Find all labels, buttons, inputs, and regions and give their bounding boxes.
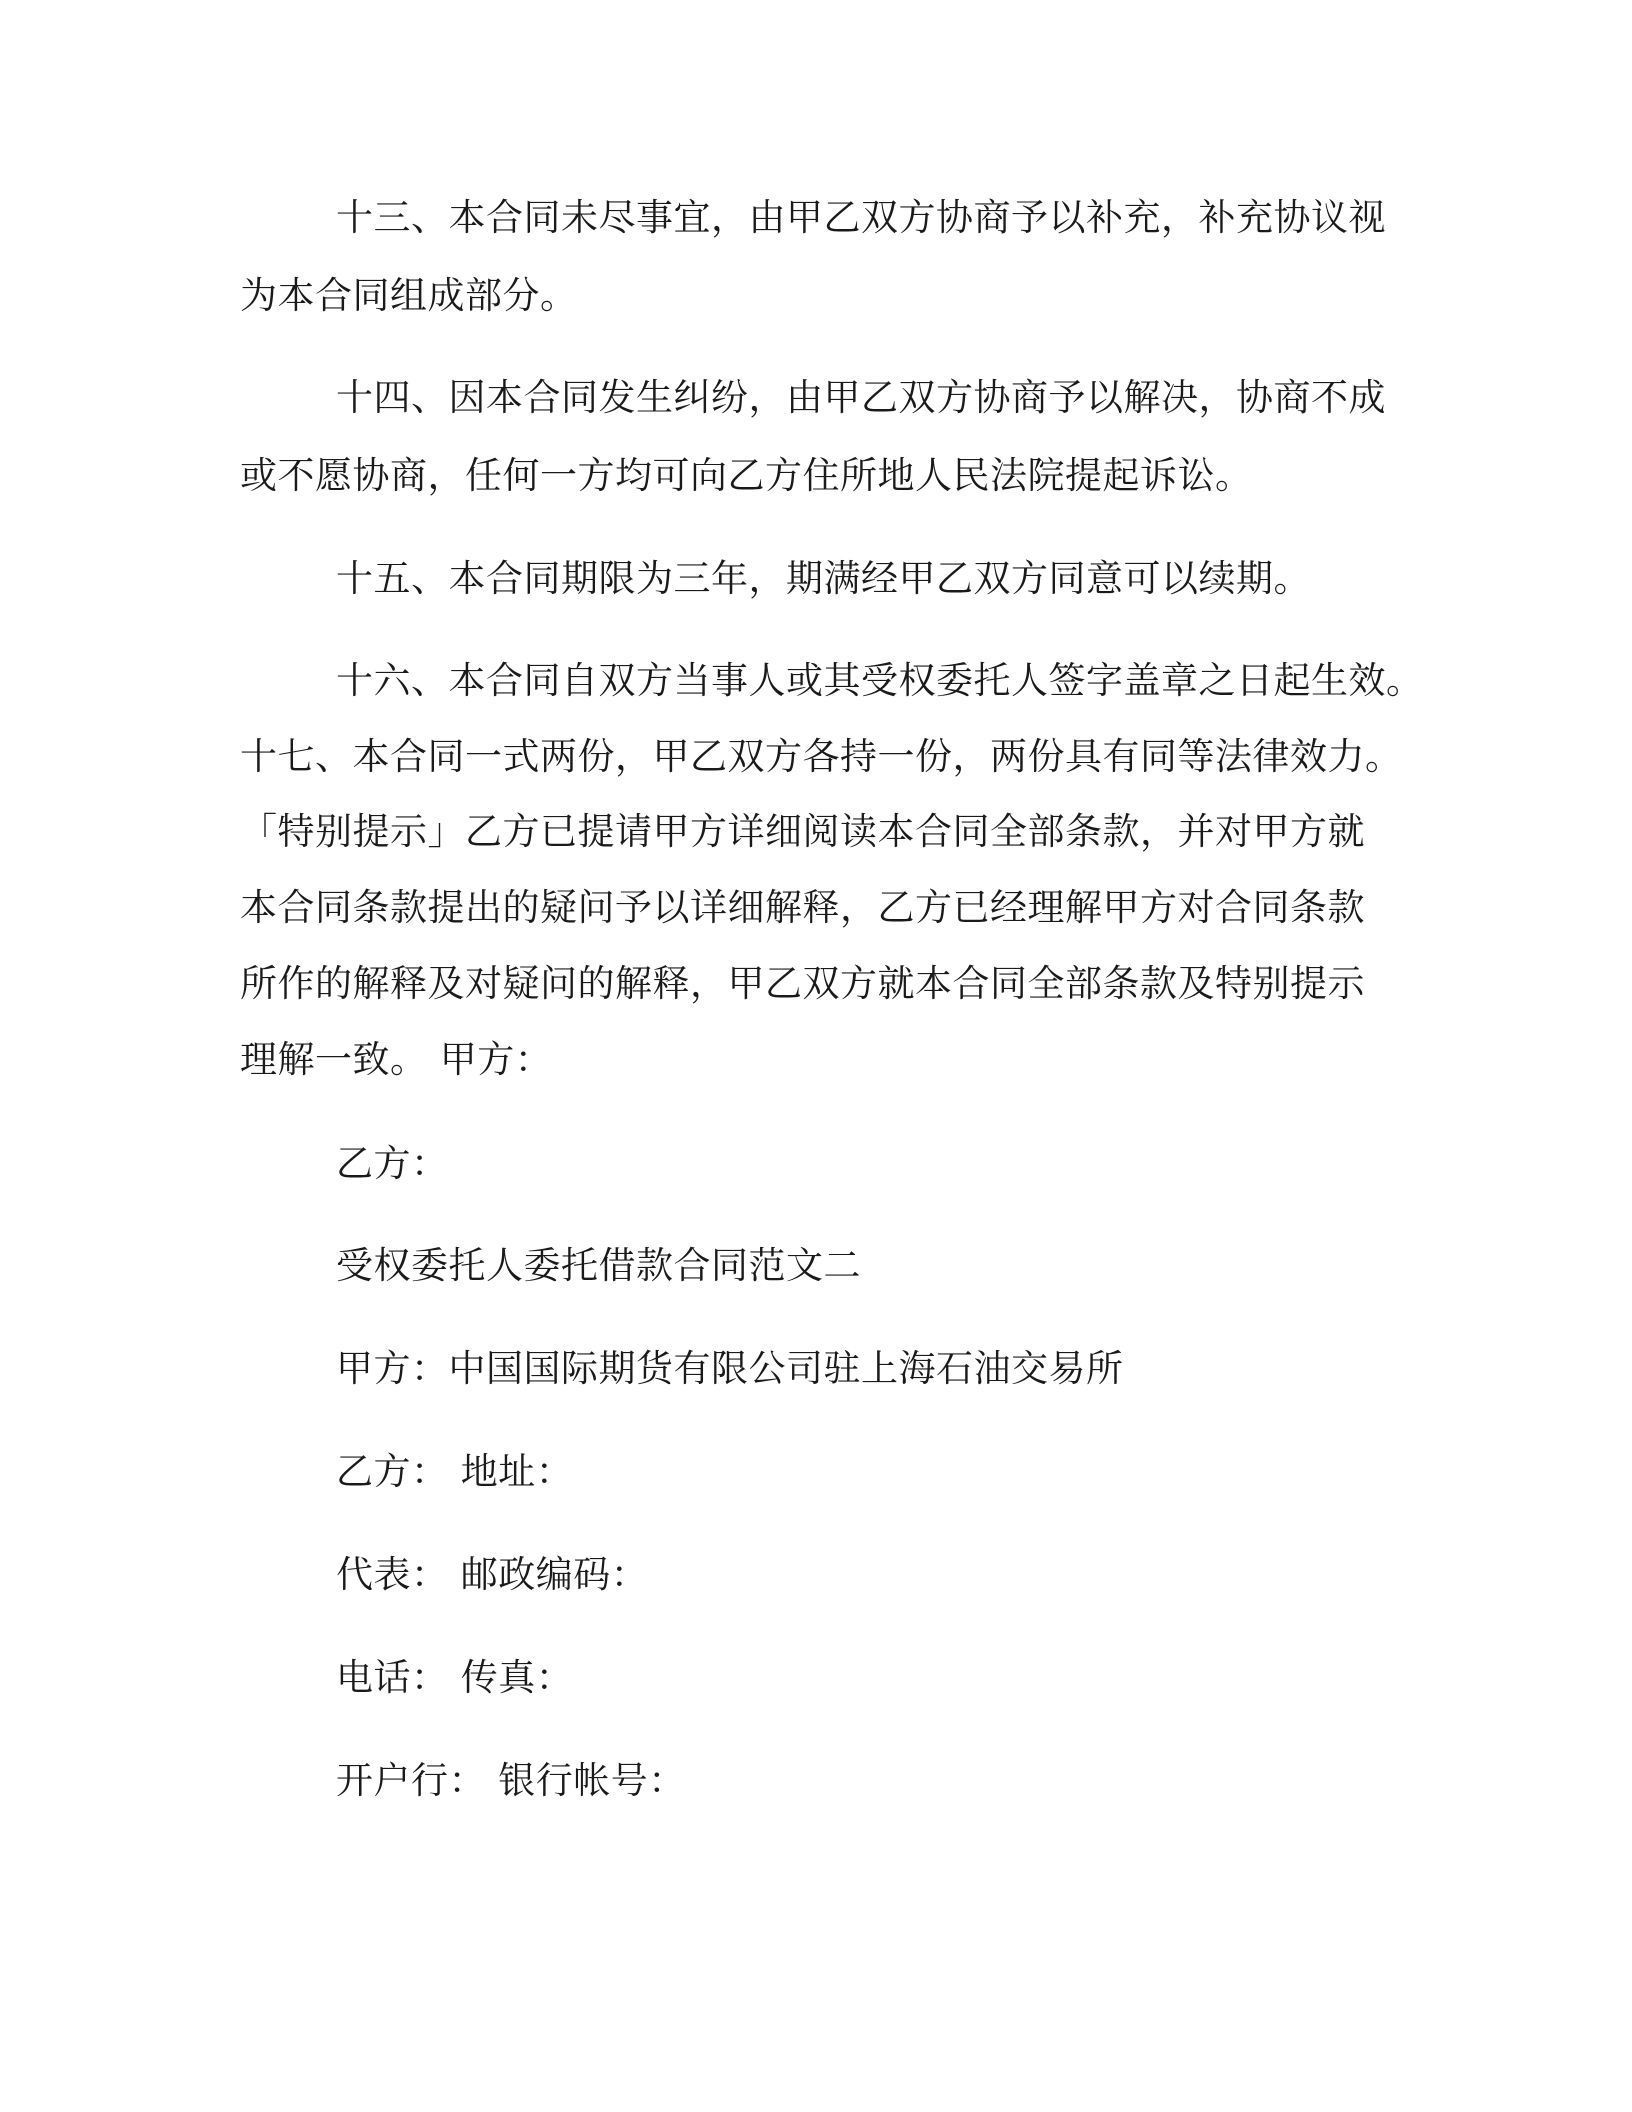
sample-two-title: 受权委托人委托借款合同范文二 — [336, 1244, 861, 1287]
special-notice-line-4: 理解一致。 甲方： — [240, 1038, 553, 1081]
clause-14-line-1: 十四、因本合同发生纠纷，由甲乙双方协商予以解决，协商不成 — [336, 376, 1386, 419]
clause-17: 十七、本合同一式两份，甲乙双方各持一份，两份具有同等法律效力。 — [240, 735, 1403, 778]
special-notice-line-2: 本合同条款提出的疑问予以详细解释，乙方已经理解甲方对合同条款 — [240, 886, 1365, 929]
bank-account: 开户行： 银行帐号： — [336, 1759, 686, 1802]
party-a-name: 甲方：中国国际期货有限公司驻上海石油交易所 — [336, 1347, 1124, 1390]
party-b-signature-label: 乙方： — [336, 1142, 449, 1185]
special-notice-line-1: 「特别提示」乙方已提请甲方详细阅读本合同全部条款，并对甲方就 — [240, 810, 1365, 853]
clause-14-line-2: 或不愿协商，任何一方均可向乙方住所地人民法院提起诉讼。 — [240, 454, 1253, 497]
party-b-address: 乙方： 地址： — [336, 1450, 574, 1493]
special-notice-line-3: 所作的解释及对疑问的解释，甲乙双方就本合同全部条款及特别提示 — [240, 962, 1365, 1005]
clause-15: 十五、本合同期限为三年，期满经甲乙双方同意可以续期。 — [336, 557, 1311, 600]
clause-16: 十六、本合同自双方当事人或其受权委托人签字盖章之日起生效。 — [336, 659, 1424, 702]
clause-13-line-1: 十三、本合同未尽事宜，由甲乙双方协商予以补充，补充协议视 — [336, 196, 1386, 239]
phone-fax: 电话： 传真： — [336, 1656, 574, 1699]
clause-13-line-2: 为本合同组成部分。 — [240, 274, 578, 317]
representative-postcode: 代表： 邮政编码： — [336, 1553, 649, 1596]
